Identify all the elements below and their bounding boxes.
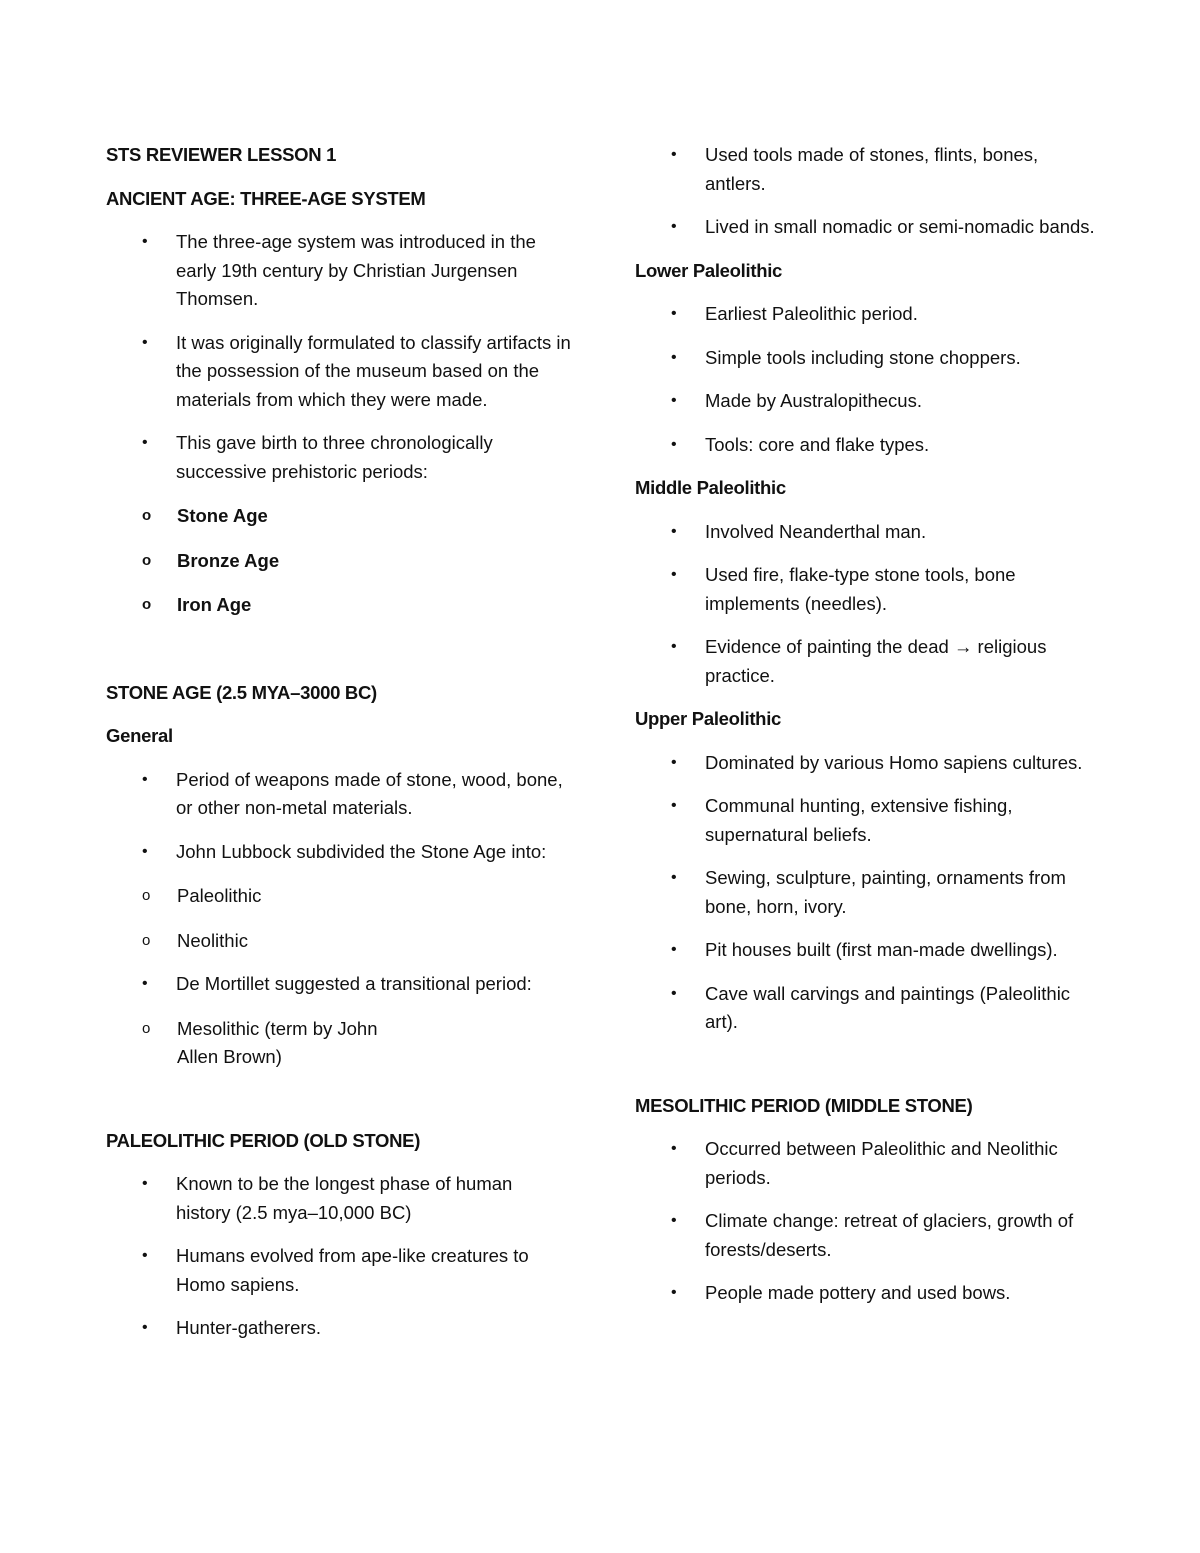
heading-three-age-system: ANCIENT AGE: THREE-AGE SYSTEM: [106, 187, 426, 209]
bullet-icon: •: [142, 770, 148, 788]
heading-mesolithic: MESOLITHIC PERIOD (MIDDLE STONE): [635, 1094, 973, 1116]
list-item: • Tools: core and flake types.: [635, 431, 1100, 460]
list-item: • Earliest Paleolithic period.: [635, 300, 1100, 329]
circle-bullet-icon: o: [142, 551, 152, 569]
list-item: • Involved Neanderthal man.: [635, 518, 1100, 547]
subheading-general: General: [106, 725, 173, 746]
bullet-icon: •: [142, 1319, 148, 1336]
sub-list-item: o Stone Age: [106, 502, 571, 531]
paleolithic-list: [106, 1170, 571, 1343]
list-item: • Used tools made of stones, flints, bones, antlers.: [635, 141, 1100, 198]
heading-upper-paleolithic: Upper Paleolithic: [635, 708, 782, 729]
circle-bullet-icon: o: [142, 931, 151, 949]
bullet-icon: •: [671, 869, 677, 886]
sub-list-item: o Bronze Age: [106, 547, 571, 576]
bullet-icon: •: [671, 1284, 677, 1301]
upper-paleolithic-list: [635, 749, 1100, 1037]
bullet-icon: •: [671, 305, 677, 322]
list-item: • Humans evolved from ape-like creatures to Homo sapiens.: [106, 1242, 571, 1299]
heading-middle-paleolithic: Middle Paleolithic: [635, 477, 786, 498]
list-item: • People made pottery and used bows.: [635, 1279, 1100, 1308]
bullet-icon: •: [671, 1140, 677, 1157]
sub-list-item: o Iron Age: [106, 591, 571, 620]
circle-bullet-icon: o: [142, 1019, 151, 1037]
circle-bullet-icon: o: [142, 507, 152, 524]
bullet-icon: •: [671, 348, 677, 366]
sub-list-item: o Paleolithic: [106, 882, 571, 911]
list-item: • Sewing, sculpture, painting, ornaments from bone, horn, ivory.: [635, 864, 1100, 921]
bullet-icon: •: [142, 333, 148, 351]
list-item: • John Lubbock subdivided the Stone Age into: o Paleolithic o Neolithic: [106, 838, 571, 956]
list-item: • Simple tools including stone choppers.: [635, 344, 1100, 373]
list-item: • Evidence of painting the dead → religious practice.: [635, 633, 1100, 690]
document-title: STS REVIEWER LESSON 1: [106, 144, 337, 165]
periods-sublist: [106, 502, 571, 620]
bullet-icon: •: [671, 797, 677, 814]
stone-age-list: [106, 766, 571, 1072]
heading-lower-paleolithic: Lower Paleolithic: [635, 259, 783, 281]
list-item: • The three-age system was introduced in the early 19th century by Christian Jurgensen Thomsen.: [106, 228, 571, 314]
list-item: • It was originally formulated to classify artifacts in the possession of the museum based on the materials from which they were made.: [106, 329, 571, 415]
lower-paleolithic-list: [635, 300, 1100, 459]
sub-list-item: o Mesolithic (term by John Allen Brown): [106, 1015, 571, 1072]
circle-bullet-icon: o: [142, 887, 151, 904]
bullet-icon: •: [671, 941, 677, 958]
bullet-icon: •: [142, 434, 148, 451]
list-item: • Hunter-gatherers.: [106, 1314, 571, 1343]
list-item: • Used fire, flake-type stone tools, bone implements (needles).: [635, 561, 1100, 618]
three-age-list: [106, 228, 571, 620]
bullet-icon: •: [671, 753, 677, 771]
paleolithic-continued-list: [635, 141, 1100, 242]
heading-stone-age: STONE AGE (2.5 MYA–3000 BC): [106, 681, 377, 703]
heading-paleolithic: PALEOLITHIC PERIOD (OLD STONE): [106, 1129, 421, 1151]
bullet-icon: •: [671, 1212, 677, 1229]
lubbock-sublist: [106, 882, 571, 955]
bullet-icon: •: [671, 522, 677, 540]
list-item: • De Mortillet suggested a transitional period: o Mesolithic (term by John Allen Brown): [106, 970, 571, 1072]
mortillet-sublist: [106, 1015, 571, 1072]
bullet-icon: •: [671, 218, 677, 235]
bullet-icon: •: [671, 435, 677, 453]
bullet-icon: •: [671, 566, 677, 583]
bullet-icon: •: [671, 984, 677, 1002]
list-item: • This gave birth to three chronologically successive prehistoric periods: o Stone Age o Bronze Age o Iron Age: [106, 429, 571, 620]
bullet-icon: •: [671, 392, 677, 409]
left-column: [106, 141, 571, 1358]
sub-list-item: o Neolithic: [106, 927, 571, 956]
list-item: • Climate change: retreat of glaciers, growth of forests/deserts.: [635, 1207, 1100, 1264]
circle-bullet-icon: o: [142, 596, 152, 613]
bullet-icon: •: [142, 1247, 148, 1264]
bullet-icon: •: [671, 146, 677, 163]
mesolithic-list: [635, 1135, 1100, 1308]
bullet-icon: •: [142, 233, 148, 250]
list-item: • Dominated by various Homo sapiens cultures.: [635, 749, 1100, 778]
bullet-icon: •: [671, 638, 677, 655]
list-item: • Made by Australopithecus.: [635, 387, 1100, 416]
list-item: • Cave wall carvings and paintings (Paleolithic art).: [635, 980, 1100, 1037]
list-item: • Period of weapons made of stone, wood, bone, or other non-metal materials.: [106, 766, 571, 823]
list-item: • Known to be the longest phase of human history (2.5 mya–10,000 BC): [106, 1170, 571, 1227]
list-item: • Pit houses built (first man-made dwellings).: [635, 936, 1100, 965]
bullet-icon: •: [142, 1175, 148, 1192]
bullet-icon: •: [142, 975, 148, 992]
bullet-icon: •: [142, 842, 148, 860]
list-item: • Communal hunting, extensive fishing, supernatural beliefs.: [635, 792, 1100, 849]
middle-paleolithic-list: [635, 518, 1100, 691]
list-item: • Occurred between Paleolithic and Neolithic periods.: [635, 1135, 1100, 1192]
right-column: [635, 141, 1100, 1323]
list-item: • Lived in small nomadic or semi-nomadic bands.: [635, 213, 1100, 242]
